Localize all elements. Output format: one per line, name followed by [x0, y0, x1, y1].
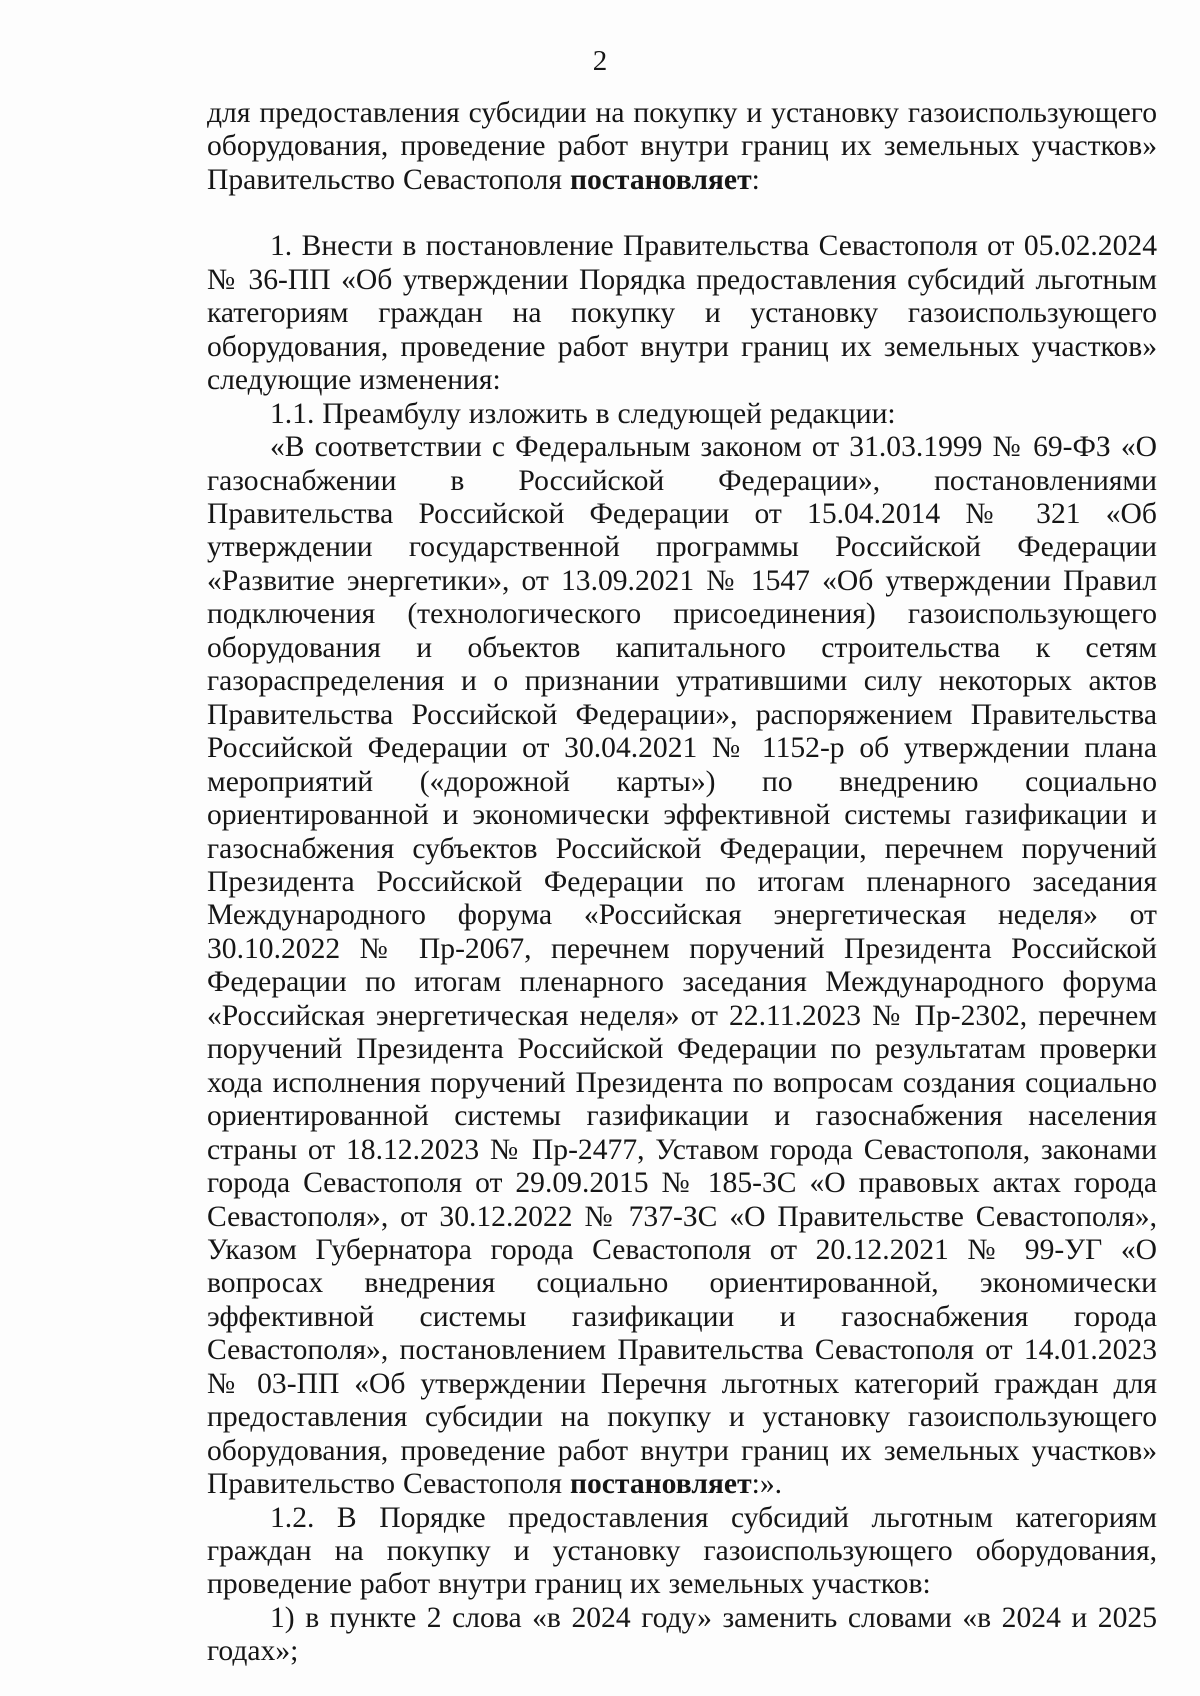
paragraph-gap: [207, 197, 1157, 230]
item-1-2-1-paragraph: 1) в пункте 2 слова «в 2024 году» заменить словами «в 2024 и 2025 годах»;: [207, 1601, 1157, 1668]
preamble-bold-word: постановляет: [569, 1468, 752, 1501]
item-1-1-paragraph: 1.1. Преамбулу изложить в следующей редакции:: [270, 397, 896, 430]
item-1-2-paragraph: 1.2. В Порядке предоставления субсидий льготным категориям граждан на покупку и установку газоиспользующего оборудования, проведение работ внутри границ их земельных участков:: [207, 1501, 1157, 1601]
intro-paragraph: [207, 97, 1157, 197]
intro-bold-word: постановляет: [569, 163, 752, 196]
preamble-paragraph: [207, 431, 1157, 1502]
preamble-tail: :».: [751, 1468, 783, 1501]
item-1-paragraph: 1. Внести в постановление Правительства Севастополя от 05.02.2024 № 36-ПП «Об утверждении Порядка предоставления субсидий льготным категориям граждан на покупку и установку газоиспользующего оборудования, проведение работ внутри границ их земельных участков» следующие изменения:: [207, 230, 1157, 397]
intro-tail: :: [751, 163, 760, 196]
preamble-text: «В соответствии с Федеральным законом от 31.03.1999 № 69-ФЗ «О газоснабжении в Российской Федерации», постановлениями Правительства Российской Федерации от 15.04.2014 № 321 «Об утверждении государственной программы Российской Федерации «Развитие энергетики», от 13.09.2021 № 1547 «Об утверждении Правил подключения (технологического присоединения) газоиспользующего оборудования и объектов капитального строительства к сетям газораспределения и о признании утратившими силу некоторых актов Правительства Российской Федерации», распоряжением Правительства Российской Федерации от 30.04.2021 № 1152-р об утверждении плана мероприятий («дорожной карты») по внедрению социально ориентированной и экономически эффективной системы газификации и газоснабжения субъектов Российской Федерации, перечнем поручений Президента Российской Федерации по итогам пленарного заседания Международного форума «Российская энергетическая неделя» от 30.10.2022 № Пр-2067, перечнем поручений Президента Российской Федерации по итогам пленарного заседания Международного форума «Российская энергетическая неделя» от 22.11.2023 № Пр-2302, перечнем поручений Президента Российской Федерации по результатам проверки хода исполнения поручений Президента по вопросам создания социально ориентированной системы газификации и газоснабжения населения страны от 18.12.2023 № Пр-2477, Уставом города Севастополя, законами города Севастополя от 29.09.2015 № 185-ЗС «О правовых актах города Севастополя», от 30.12.2022 № 737-ЗС «О Правительстве Севастополя», Указом Губернатора города Севастополя от 20.12.2021 № 99-УГ «О вопросах внедрения социально ориентированной, экономически эффективной системы газификации и газоснабжения города Севастополя», постановлением Правительства Севастополя от 14.01.2023 № 03-ПП «Об утверждении Перечня льготных категорий граждан для предоставления субсидии на покупку и установку газоиспользующего оборудования, проведение работ внутри границ их земельных участков» Правительство Севастополя: [207, 431, 1157, 1501]
document-body: [207, 97, 1157, 1669]
intro-text: для предоставления субсидии на покупку и установку газоиспользующего оборудования, проведение работ внутри границ их земельных участков» Правительство Севастополя: [207, 97, 1157, 196]
page-number: 2: [592, 45, 608, 77]
